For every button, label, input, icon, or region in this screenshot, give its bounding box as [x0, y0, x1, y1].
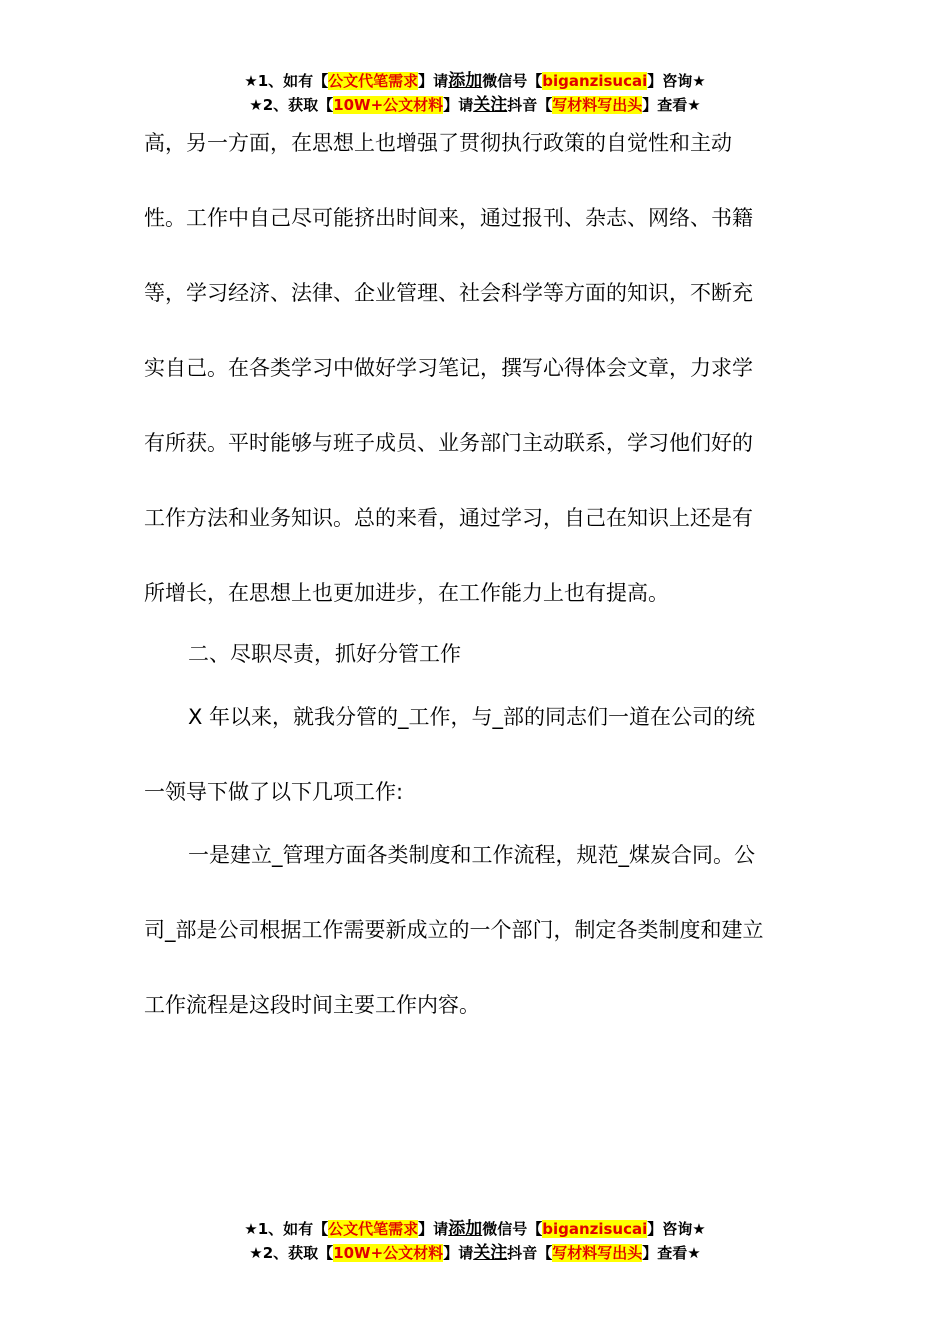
banner-text: 抖音【	[507, 1244, 553, 1262]
text-line: 性。工作中自己尽可能挤出时间来，通过报刊、杂志、网络、书籍	[144, 206, 753, 230]
banner-line-1	[0, 69, 950, 93]
banner-emphasis: 添加	[448, 71, 483, 91]
banner-highlight: 10W+公文材料	[333, 1244, 444, 1262]
banner-text: ★2、获取【	[249, 1244, 334, 1262]
text-line: 实自己。在各类学习中做好学习笔记，撰写心得体会文章，力求学	[144, 356, 753, 380]
banner-line-1	[0, 1217, 950, 1241]
body-paragraph-2	[144, 680, 806, 830]
banner-highlight: 公文代笔需求	[328, 1220, 419, 1238]
banner-emphasis: 添加	[448, 1219, 483, 1239]
banner-highlight: 写材料写出头	[552, 96, 643, 114]
banner-text: 微信号【	[482, 72, 543, 90]
text-line: 高，另一方面，在思想上也增强了贯彻执行政策的自觉性和主动	[144, 131, 732, 155]
banner-text: 】查看★	[642, 1244, 701, 1262]
banner-text: 】查看★	[642, 96, 701, 114]
banner-line-2	[0, 1241, 950, 1265]
banner-text: 】请	[443, 1244, 474, 1262]
banner-text: 】请	[418, 72, 449, 90]
banner-highlight: biganzisucai	[542, 1220, 648, 1238]
text-line: 一是建立_管理方面各类制度和工作流程，规范_煤炭合同。公	[188, 843, 755, 867]
text-line: 工作流程是这段时间主要工作内容。	[144, 993, 480, 1017]
text-line: 所增长，在思想上也更加进步，在工作能力上也有提高。	[144, 581, 669, 605]
banner-text: 】请	[443, 96, 474, 114]
banner-text: 抖音【	[507, 96, 553, 114]
banner-text: ★1、如有【	[244, 1220, 329, 1238]
text-line: 有所获。平时能够与班子成员、业务部门主动联系，学习他们好的	[144, 431, 753, 455]
body-paragraph-1	[144, 106, 806, 631]
text-line: 等，学习经济、法律、企业管理、社会科学等方面的知识，不断充	[144, 281, 753, 305]
text-line: 一领导下做了以下几项工作:	[144, 780, 404, 804]
heading-text: 二、尽职尽责，抓好分管工作	[188, 642, 461, 666]
banner-text: 微信号【	[482, 1220, 543, 1238]
banner-text: 】咨询★	[647, 1220, 706, 1238]
footer-banner	[0, 1217, 950, 1265]
text-line: 司_部是公司根据工作需要新成立的一个部门，制定各类制度和建立	[144, 918, 764, 942]
banner-text: 】请	[418, 1220, 449, 1238]
banner-highlight: 写材料写出头	[552, 1244, 643, 1262]
banner-text: 】咨询★	[647, 72, 706, 90]
banner-highlight: 公文代笔需求	[328, 72, 419, 90]
banner-emphasis: 关注	[473, 1243, 508, 1263]
banner-highlight: biganzisucai	[542, 72, 648, 90]
body-paragraph-3	[144, 818, 806, 1043]
text-line: 工作方法和业务知识。总的来看，通过学习，自己在知识上还是有	[144, 506, 753, 530]
text-line: X 年以来，就我分管的_工作，与_部的同志们一道在公司的统	[188, 705, 756, 729]
banner-highlight: 10W+公文材料	[333, 96, 444, 114]
banner-text: ★1、如有【	[244, 72, 329, 90]
banner-text: ★2、获取【	[249, 96, 334, 114]
banner-emphasis: 关注	[473, 95, 508, 115]
